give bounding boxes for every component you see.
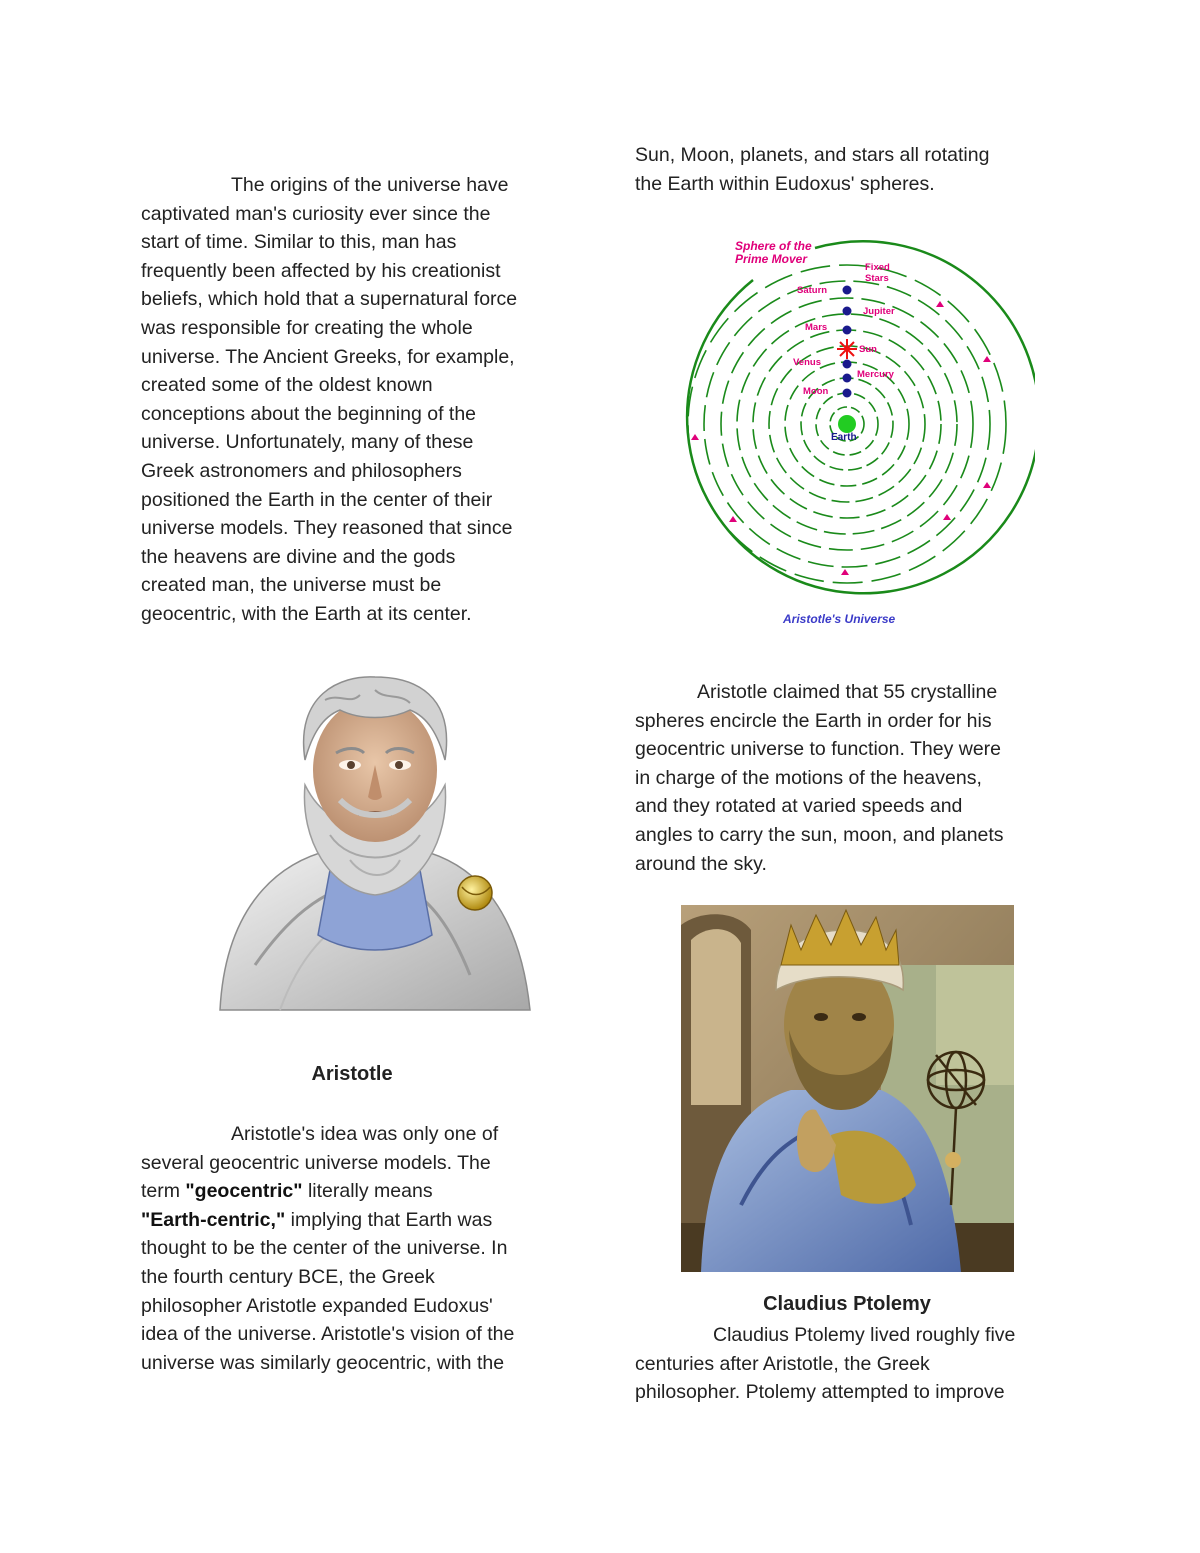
intro-paragraph (141, 171, 517, 629)
saturn-marker (843, 286, 852, 295)
jupiter-marker (843, 307, 852, 316)
text-line: geocentric universe to function. They were (635, 738, 1002, 761)
star-icon (983, 482, 991, 488)
text-line: Sun, Moon, planets, and stars all rotating (635, 144, 990, 166)
star-icon (983, 356, 991, 362)
fixed-stars-label-line1: Fixed (865, 262, 890, 273)
continuation-paragraph (635, 141, 989, 198)
term-geocentric: "geocentric" (185, 1180, 303, 1203)
text-line: captivated man's curiosity ever since the (141, 202, 491, 225)
text-segment: literally means (302, 1180, 433, 1203)
ptolemy-painting (681, 905, 1014, 1272)
text-line: conceptions about the beginning of the (141, 402, 477, 425)
aristotle-portrait (200, 665, 550, 1025)
text-line: universe was similarly geocentric, with the (141, 1351, 505, 1374)
text-line: Aristotle's idea was only one of (231, 1123, 499, 1145)
text-line: start of time. Similar to this, man has (141, 231, 457, 254)
text-line (141, 1206, 514, 1235)
text-line: thought to be the center of the universe. In (141, 1237, 508, 1260)
mercury-label: Mercury (857, 369, 894, 380)
aristotle-caption: Aristotle (311, 1063, 393, 1085)
venus-label: Venus (793, 357, 821, 368)
text-line: geocentric, with the Earth at its center. (141, 602, 472, 625)
prime-mover-label-line1: Sphere of the (735, 239, 812, 253)
text-line: The origins of the universe have (231, 174, 509, 196)
star-icon (936, 301, 944, 307)
text-line: created man, the universe must be (141, 574, 442, 597)
star-icon (691, 434, 699, 440)
text-line: several geocentric universe models. The (141, 1151, 491, 1174)
text-line: positioned the Earth in the center of their (141, 488, 493, 511)
text-line (141, 1177, 514, 1206)
text-line: and they rotated at varied speeds and (635, 795, 963, 818)
text-line: created some of the oldest known (141, 374, 433, 397)
mars-label: Mars (805, 322, 828, 333)
text-line: the fourth century BCE, the Greek (141, 1265, 435, 1288)
text-line: around the sky. (635, 852, 767, 875)
text-line: Greek astronomers and philosophers (141, 459, 462, 482)
text-line: was responsible for creating the whole (141, 316, 473, 339)
text-line: frequently been affected by his creationist (141, 259, 501, 282)
text-line: spheres encircle the Earth in order for his (635, 709, 992, 732)
text-line: universe. The Ancient Greeks, for example, (141, 345, 515, 368)
text-line: angles to carry the sun, moon, and planets (635, 823, 1004, 846)
earth-label: Earth (831, 432, 857, 443)
sun-icon (837, 339, 857, 359)
star-icon (729, 516, 737, 522)
moon-marker (843, 389, 852, 398)
text-line: the heavens are divine and the gods (141, 545, 456, 568)
prime-mover-label-line2: Prime Mover (735, 252, 808, 266)
text-line: philosopher Aristotle expanded Eudoxus' (141, 1294, 493, 1317)
geocentric-models-paragraph (141, 1120, 514, 1377)
text-line: universe models. They reasoned that since (141, 517, 513, 540)
text-segment: term (141, 1180, 186, 1203)
text-line: universe. Unfortunately, many of these (141, 431, 474, 454)
star-icon (841, 569, 849, 575)
text-line: idea of the universe. Aristotle's vision of the (141, 1323, 515, 1346)
crystalline-spheres-paragraph (635, 678, 1004, 878)
text-line: philosopher. Ptolemy attempted to improve (635, 1381, 1005, 1404)
mercury-marker (843, 374, 852, 383)
star-icon (943, 514, 951, 520)
text-line: in charge of the motions of the heavens, (635, 766, 982, 789)
text-line: Aristotle claimed that 55 crystalline (697, 681, 998, 703)
aristotle-universe-diagram (665, 238, 1035, 633)
moon-label: Moon (803, 386, 829, 397)
earth-marker (838, 415, 856, 433)
text-line: beliefs, which hold that a supernatural force (141, 288, 518, 311)
saturn-label: Saturn (797, 285, 828, 296)
venus-marker (843, 360, 852, 369)
text-line: centuries after Aristotle, the Greek (635, 1352, 930, 1375)
ptolemy-caption: Claudius Ptolemy (763, 1293, 931, 1315)
jupiter-label: Jupiter (863, 306, 895, 317)
text-line: Claudius Ptolemy lived roughly five (713, 1324, 1016, 1346)
sun-label: Sun (859, 344, 877, 355)
diagram-caption: Aristotle's Universe (783, 612, 896, 626)
fixed-stars-label-line2: Stars (865, 273, 889, 284)
mars-marker (843, 326, 852, 335)
text-segment: implying that Earth was (285, 1208, 493, 1231)
text-line: the Earth within Eudoxus' spheres. (635, 172, 935, 195)
ptolemy-paragraph (635, 1321, 1015, 1407)
term-earth-centric: "Earth-centric," (141, 1208, 286, 1231)
